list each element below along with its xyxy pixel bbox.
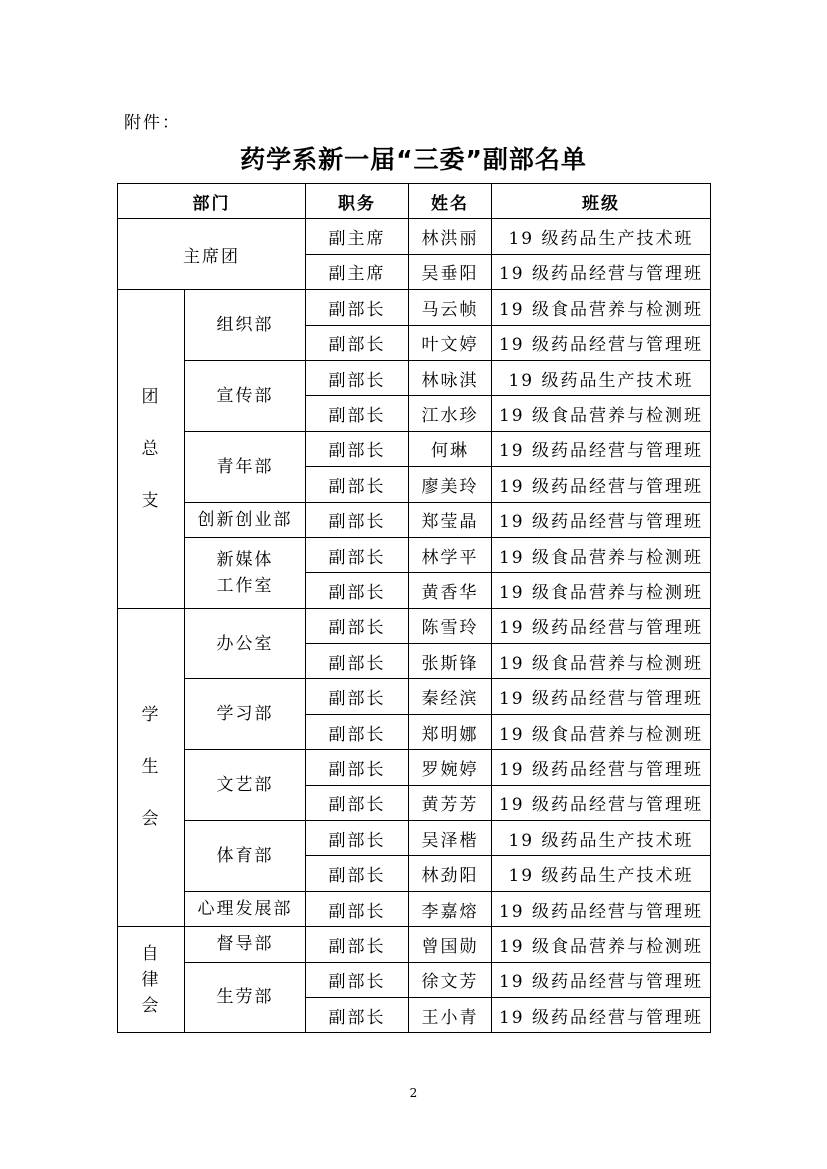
role-cell: 副部长 (306, 714, 409, 749)
table-row (118, 891, 711, 926)
role-cell: 副部长 (306, 396, 409, 431)
header-class: 班级 (492, 184, 711, 219)
name-cell: 林洪丽 (409, 219, 492, 254)
class-cell: 19 级药品经营与管理班 (492, 502, 711, 537)
table-header-row (118, 184, 711, 219)
role-cell: 副部长 (306, 537, 409, 572)
class-cell: 19 级药品经营与管理班 (492, 679, 711, 714)
role-cell: 副部长 (306, 467, 409, 502)
org-cell: 自 律 会 (118, 927, 185, 1033)
role-cell: 副部长 (306, 891, 409, 926)
table-row (118, 821, 711, 856)
class-cell: 19 级药品生产技术班 (492, 856, 711, 891)
name-cell: 罗婉婷 (409, 750, 492, 785)
role-cell: 副部长 (306, 325, 409, 360)
dept-cell: 新媒体 工作室 (185, 537, 306, 608)
class-cell: 19 级食品营养与检测班 (492, 537, 711, 572)
dept-cell: 生劳部 (185, 962, 306, 1033)
table-row (118, 360, 711, 395)
role-cell: 副部长 (306, 431, 409, 466)
name-cell: 郑明娜 (409, 714, 492, 749)
role-cell: 副主席 (306, 254, 409, 289)
role-cell: 副部长 (306, 997, 409, 1032)
role-cell: 副部长 (306, 785, 409, 820)
table-row (118, 431, 711, 466)
role-cell: 副部长 (306, 679, 409, 714)
table-row (118, 537, 711, 572)
role-cell: 副部长 (306, 927, 409, 962)
class-cell: 19 级药品经营与管理班 (492, 750, 711, 785)
class-cell: 19 级食品营养与检测班 (492, 927, 711, 962)
header-name: 姓名 (409, 184, 492, 219)
class-cell: 19 级药品经营与管理班 (492, 431, 711, 466)
class-cell: 19 级药品经营与管理班 (492, 254, 711, 289)
attachment-label: 附件： (124, 113, 181, 133)
name-cell: 秦经滨 (409, 679, 492, 714)
roster-table (117, 183, 711, 1033)
role-cell: 副部长 (306, 821, 409, 856)
name-cell: 曾国勋 (409, 927, 492, 962)
name-cell: 叶文婷 (409, 325, 492, 360)
dept-cell: 体育部 (185, 821, 306, 892)
header-role: 职务 (306, 184, 409, 219)
name-cell: 林学平 (409, 537, 492, 572)
name-cell: 马云帧 (409, 290, 492, 325)
role-cell: 副部长 (306, 856, 409, 891)
name-cell: 廖美玲 (409, 467, 492, 502)
org-cell: 主席团 (118, 219, 306, 290)
org-cell: 学 生 会 (118, 608, 185, 927)
name-cell: 张斯锋 (409, 644, 492, 679)
class-cell: 19 级食品营养与检测班 (492, 573, 711, 608)
role-cell: 副部长 (306, 360, 409, 395)
table-row (118, 962, 711, 997)
name-cell: 江水珍 (409, 396, 492, 431)
role-cell: 副部长 (306, 573, 409, 608)
name-cell: 陈雪玲 (409, 608, 492, 643)
role-cell: 副部长 (306, 502, 409, 537)
name-cell: 王小青 (409, 997, 492, 1032)
role-cell: 副部长 (306, 962, 409, 997)
dept-cell: 宣传部 (185, 360, 306, 431)
class-cell: 19 级药品经营与管理班 (492, 325, 711, 360)
class-cell: 19 级食品营养与检测班 (492, 290, 711, 325)
class-cell: 19 级药品经营与管理班 (492, 785, 711, 820)
name-cell: 黄香华 (409, 573, 492, 608)
class-cell: 19 级药品经营与管理班 (492, 467, 711, 502)
role-cell: 副部长 (306, 644, 409, 679)
name-cell: 何琳 (409, 431, 492, 466)
dept-cell: 组织部 (185, 290, 306, 361)
dept-cell: 青年部 (185, 431, 306, 502)
class-cell: 19 级药品经营与管理班 (492, 962, 711, 997)
name-cell: 黄芳芳 (409, 785, 492, 820)
name-cell: 郑莹晶 (409, 502, 492, 537)
table-row (118, 219, 711, 254)
class-cell: 19 级药品经营与管理班 (492, 891, 711, 926)
header-dept: 部门 (118, 184, 306, 219)
class-cell: 19 级药品生产技术班 (492, 360, 711, 395)
table-row (118, 679, 711, 714)
role-cell: 副部长 (306, 290, 409, 325)
name-cell: 林咏淇 (409, 360, 492, 395)
org-cell: 团 总 支 (118, 290, 185, 609)
name-cell: 吴垂阳 (409, 254, 492, 289)
dept-cell: 创新创业部 (185, 502, 306, 537)
class-cell: 19 级药品经营与管理班 (492, 608, 711, 643)
dept-cell: 督导部 (185, 927, 306, 962)
name-cell: 徐文芳 (409, 962, 492, 997)
class-cell: 19 级食品营养与检测班 (492, 644, 711, 679)
page-number: 2 (409, 1086, 418, 1100)
dept-cell: 学习部 (185, 679, 306, 750)
class-cell: 19 级食品营养与检测班 (492, 396, 711, 431)
role-cell: 副部长 (306, 608, 409, 643)
dept-cell: 文艺部 (185, 750, 306, 821)
name-cell: 李嘉熔 (409, 891, 492, 926)
class-cell: 19 级药品经营与管理班 (492, 997, 711, 1032)
class-cell: 19 级药品生产技术班 (492, 219, 711, 254)
table-row (118, 290, 711, 325)
page-title: 药学系新一届“三委”副部名单 (240, 145, 587, 174)
name-cell: 吴泽楷 (409, 821, 492, 856)
name-cell: 林劲阳 (409, 856, 492, 891)
dept-cell: 办公室 (185, 608, 306, 679)
table-row (118, 502, 711, 537)
table-row (118, 750, 711, 785)
role-cell: 副主席 (306, 219, 409, 254)
roster-body (118, 219, 711, 1033)
dept-cell: 心理发展部 (185, 891, 306, 926)
class-cell: 19 级食品营养与检测班 (492, 714, 711, 749)
table-row (118, 927, 711, 962)
role-cell: 副部长 (306, 750, 409, 785)
table-row (118, 608, 711, 643)
class-cell: 19 级药品生产技术班 (492, 821, 711, 856)
